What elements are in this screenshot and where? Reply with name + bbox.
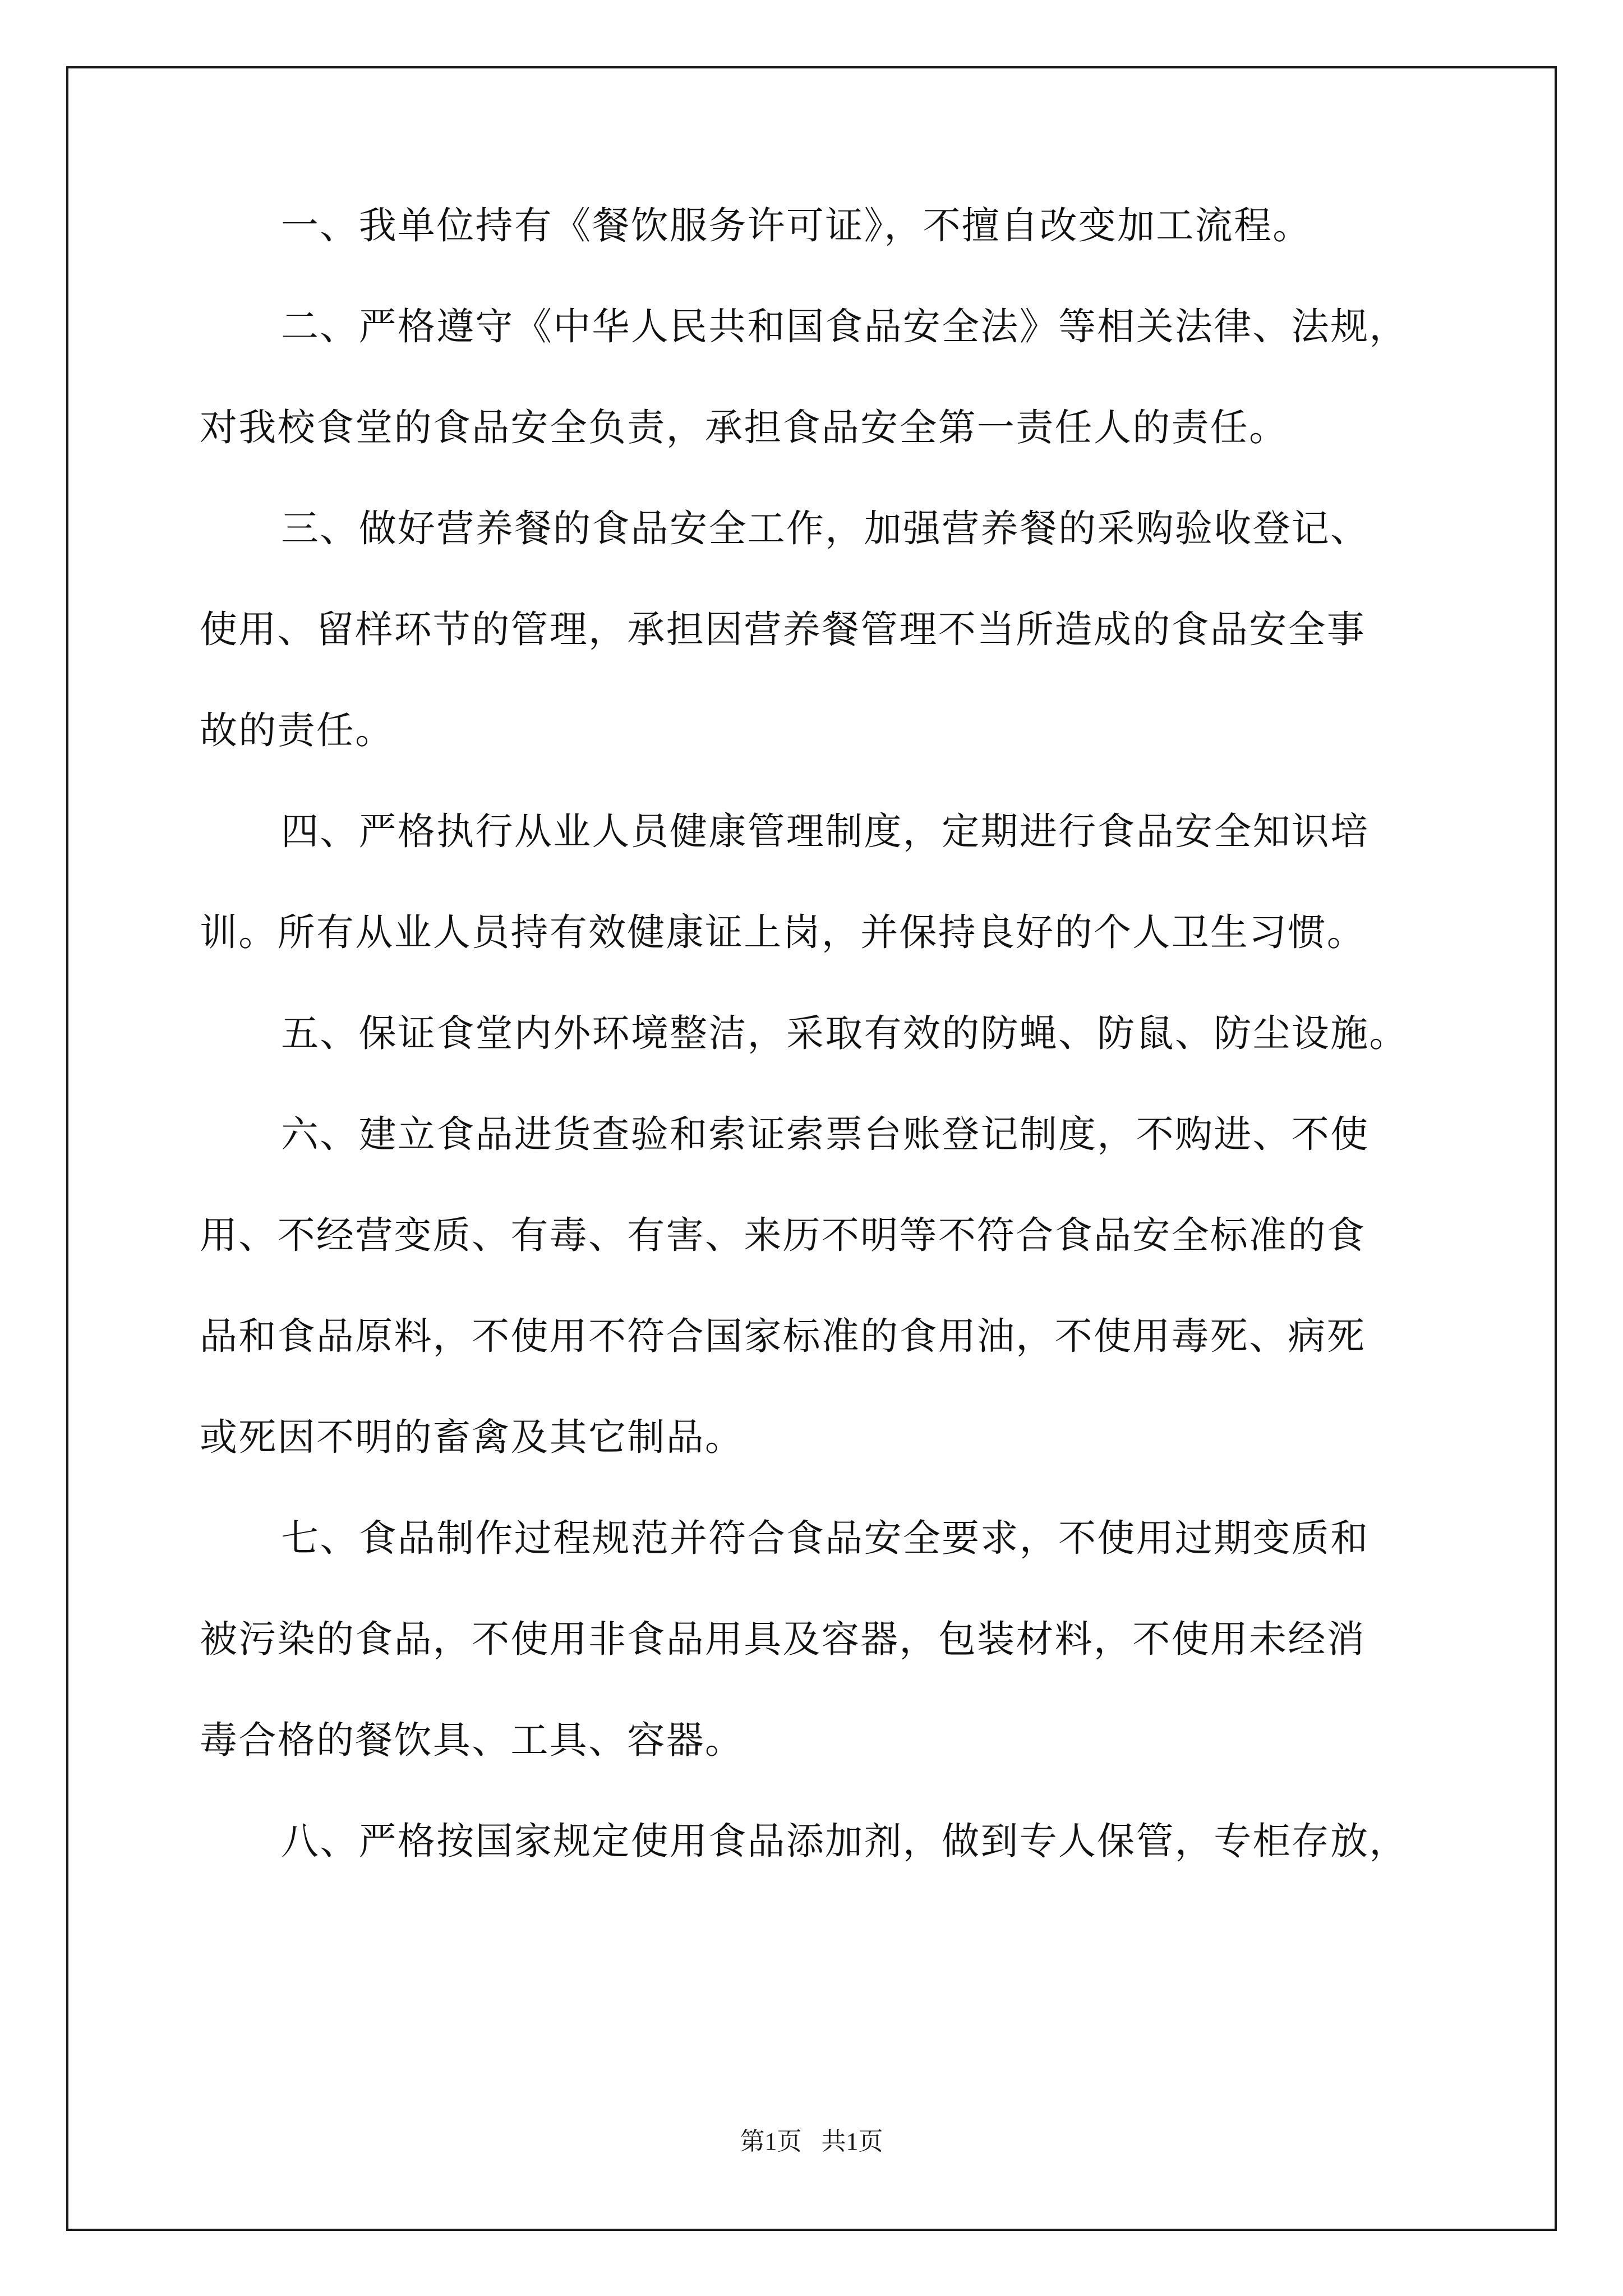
- paragraph-8-line-1: 八、严格按国家规定使用食品添加剂，做到专人保管，专柜存放，: [281, 1819, 1408, 1863]
- paragraph-2-line-2: 对我校食堂的食品安全负责，承担食品安全第一责任人的责任。: [200, 406, 1288, 449]
- paragraph-3-line-3: 故的责任。: [200, 708, 394, 752]
- page-footer: [0, 2125, 1623, 2159]
- paragraph-7-line-3: 毒合格的餐饮具、工具、容器。: [200, 1718, 744, 1762]
- paragraph-3-line-2: 使用、留样环节的管理，承担因营养餐管理不当所造成的食品安全事: [200, 608, 1366, 651]
- paragraph-4-line-2: 训。所有从业人员持有效健康证上岗，并保持良好的个人卫生习惯。: [200, 910, 1366, 954]
- page-number: 第1页: [740, 2128, 802, 2155]
- paragraph-2-line-1: 二、严格遵守《中华人民共和国食品安全法》等相关法律、法规，: [281, 305, 1408, 348]
- page-total: 共1页: [821, 2128, 883, 2155]
- paragraph-7-line-1: 七、食品制作过程规范并符合食品安全要求，不使用过期变质和: [281, 1516, 1370, 1560]
- paragraph-6-line-2: 用、不经营变质、有毒、有害、来历不明等不符合食品安全标准的食: [200, 1213, 1366, 1257]
- paragraph-6-line-1: 六、建立食品进货查验和索证索票台账登记制度，不购进、不使: [281, 1112, 1370, 1156]
- paragraph-1-line-1: 一、我单位持有《餐饮服务许可证》，不擅自改变加工流程。: [281, 204, 1312, 247]
- paragraph-3-line-1: 三、做好营养餐的食品安全工作，加强营养餐的采购验收登记、: [281, 507, 1370, 550]
- paragraph-5-line-1: 五、保证食堂内外环境整洁，采取有效的防蝇、防鼠、防尘设施。: [281, 1011, 1408, 1055]
- paragraph-4-line-1: 四、严格执行从业人员健康管理制度，定期进行食品安全知识培: [281, 809, 1370, 853]
- paragraph-6-line-4: 或死因不明的畜禽及其它制品。: [200, 1415, 744, 1459]
- paragraph-6-line-3: 品和食品原料，不使用不符合国家标准的食用油，不使用毒死、病死: [200, 1314, 1366, 1358]
- paragraph-7-line-2: 被污染的食品，不使用非食品用具及容器，包装材料，不使用未经消: [200, 1617, 1366, 1661]
